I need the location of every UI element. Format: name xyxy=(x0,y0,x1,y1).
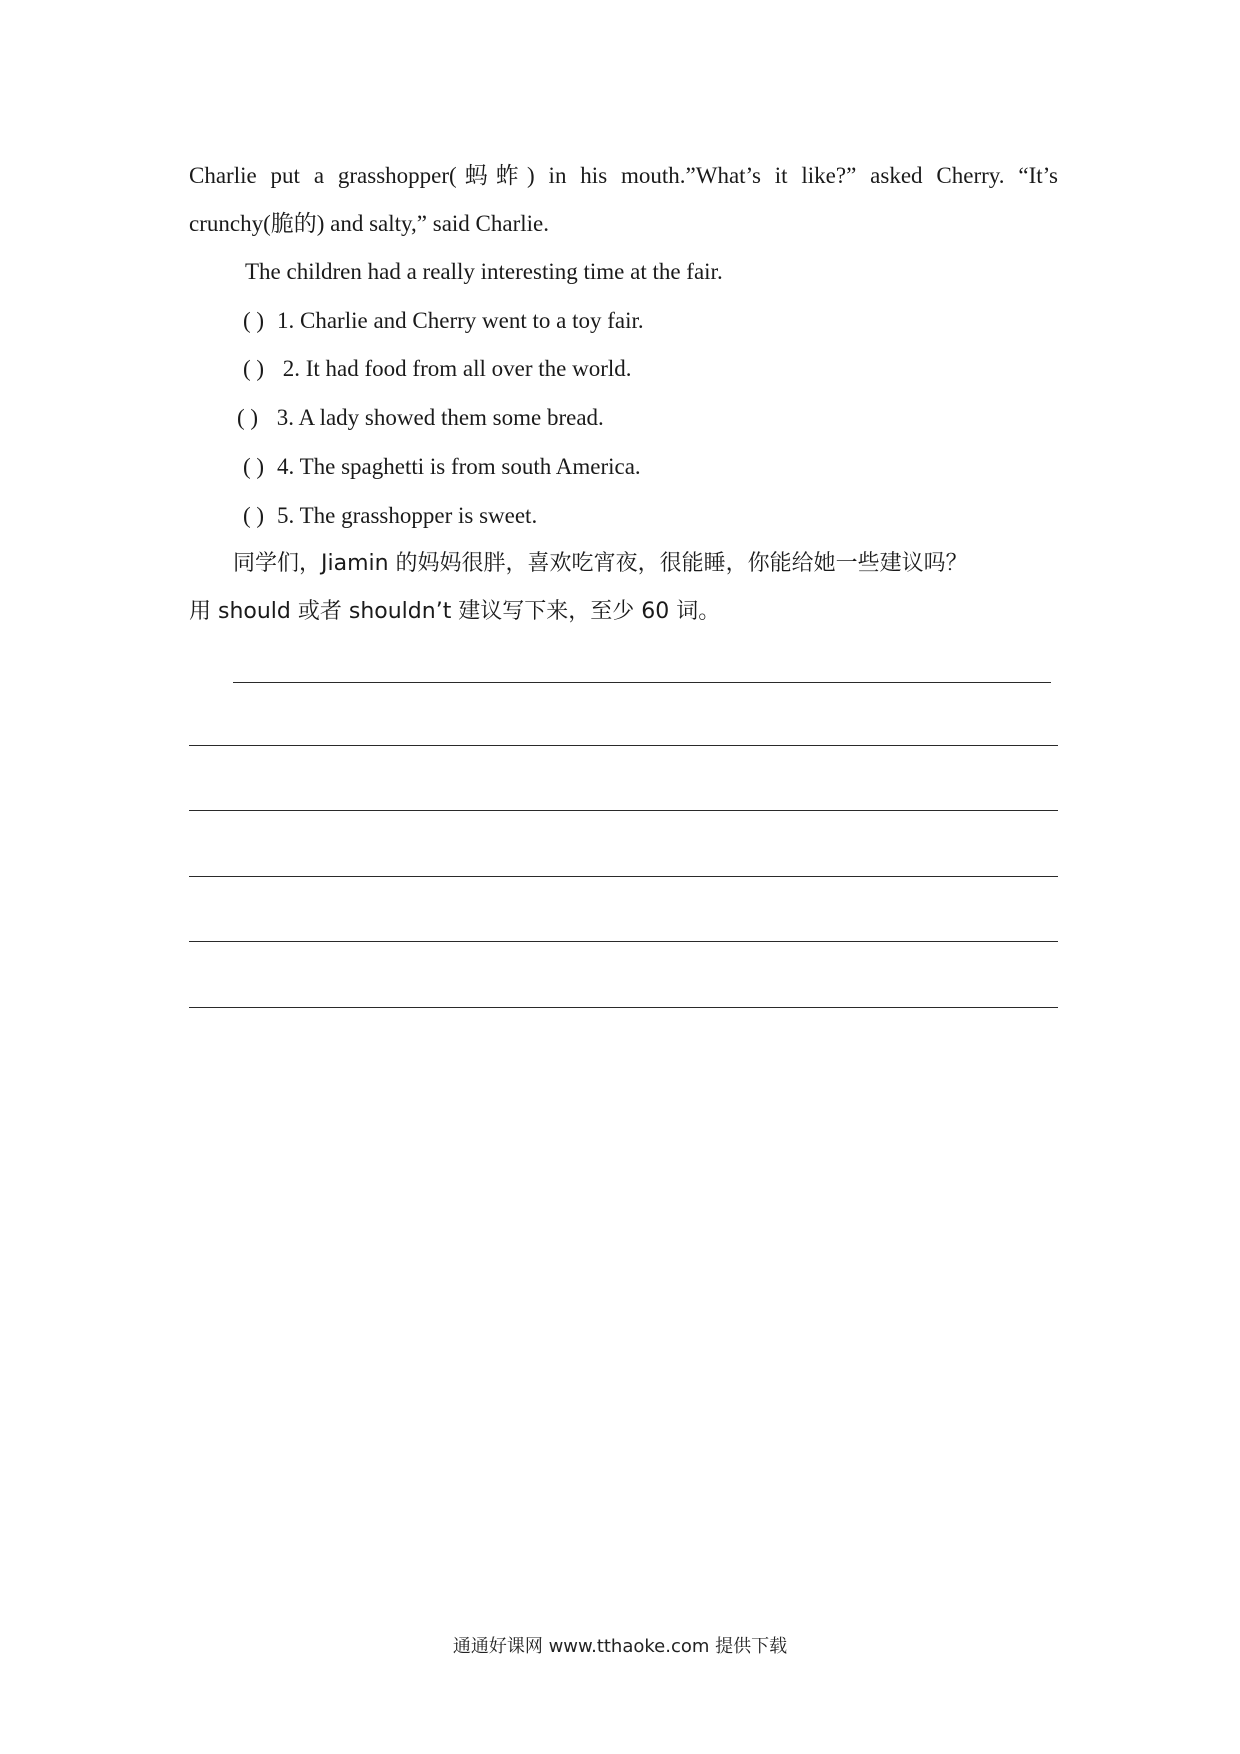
writing-line-2[interactable] xyxy=(189,745,1058,746)
answer-bracket[interactable]: ( ) xyxy=(243,308,265,333)
writing-line-6[interactable] xyxy=(189,1007,1058,1008)
writing-line-3[interactable] xyxy=(189,810,1058,811)
question-text: 4. The spaghetti is from south America. xyxy=(277,454,641,479)
passage-line-3: The children had a really interesting time at the fair. xyxy=(245,259,723,284)
question-text: 1. Charlie and Cherry went to a toy fair. xyxy=(277,308,644,333)
answer-bracket[interactable]: ( ) xyxy=(243,356,265,381)
question-3 xyxy=(237,403,604,433)
writing-line-4[interactable] xyxy=(189,876,1058,877)
answer-bracket[interactable]: ( ) xyxy=(243,503,265,528)
question-text: 3. A lady showed them some bread. xyxy=(271,405,604,430)
question-4 xyxy=(243,452,641,482)
question-1 xyxy=(243,306,644,336)
writing-prompt-line-1: 同学们，Jiamin 的妈妈很胖，喜欢吃宵夜，很能睡，你能给她一些建议吗？ xyxy=(233,551,968,576)
question-2 xyxy=(243,354,632,384)
answer-bracket[interactable]: ( ) xyxy=(237,405,259,430)
passage-line-2: crunchy(脆的) and salty,” said Charlie. xyxy=(189,211,550,236)
writing-line-5[interactable] xyxy=(189,941,1058,942)
answer-bracket[interactable]: ( ) xyxy=(243,454,265,479)
question-text: 2. It had food from all over the world. xyxy=(277,356,632,381)
writing-line-1[interactable] xyxy=(233,682,1051,683)
writing-prompt-line-2: 用 should 或者 shouldn’t 建议写下来，至少 60 词。 xyxy=(189,599,721,624)
page-footer: 通通好课网 www.tthaoke.com 提供下载 xyxy=(452,1636,788,1657)
passage-line-1: Charlie put a grasshopper(蚂蚱) in his mouth.”What’s it like?” asked Cherry. “It’s xyxy=(189,163,1058,188)
question-text: 5. The grasshopper is sweet. xyxy=(277,503,538,528)
question-5 xyxy=(243,501,537,531)
